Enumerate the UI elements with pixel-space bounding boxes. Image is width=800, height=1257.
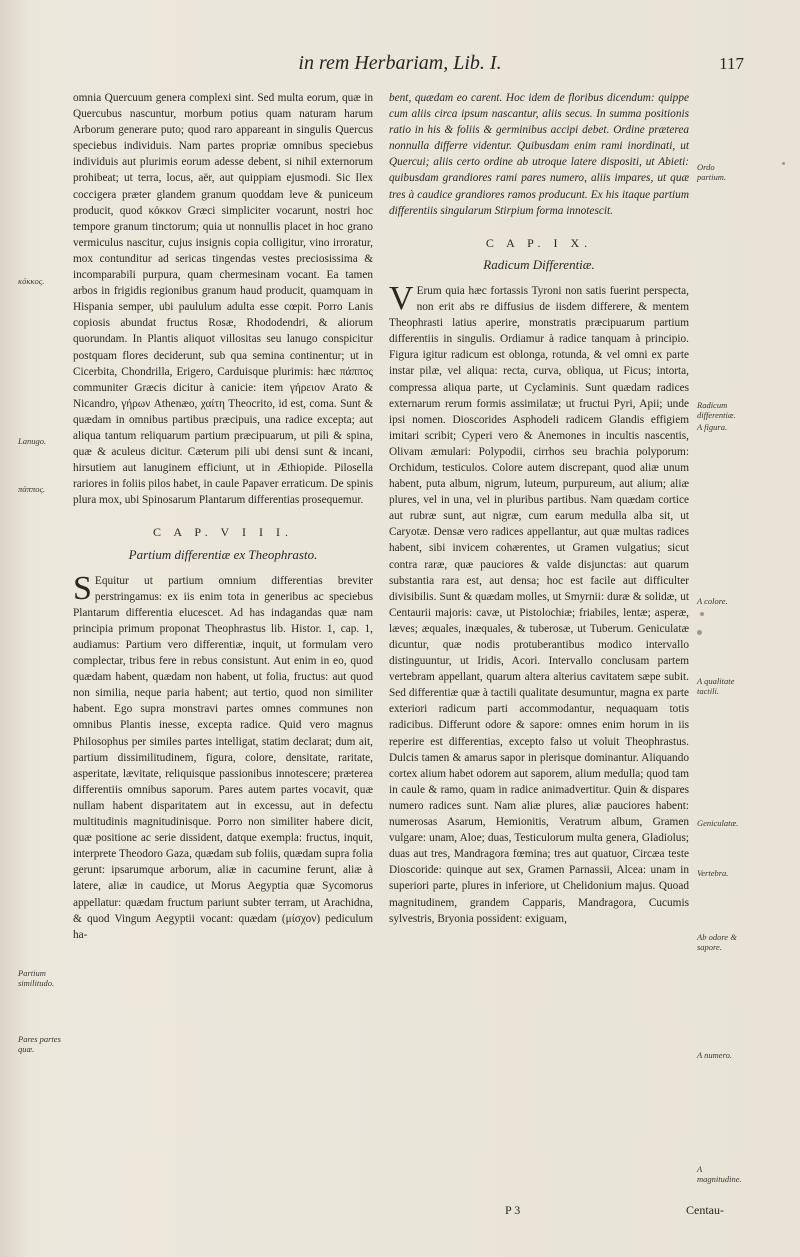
margin-note-partium-similitudo: Partium similitudo. [18, 968, 55, 988]
chapter-9-title: Radicum Differentiæ. [483, 256, 595, 272]
running-header [0, 52, 800, 82]
dropcap-v: V [389, 279, 414, 317]
ink-spot [782, 162, 785, 165]
margin-note-geniculatae: Geniculatæ. [697, 818, 739, 828]
page-number: 117 [719, 54, 744, 73]
margin-note-numero: A numero. [697, 1050, 732, 1060]
catchword: Centau- [686, 1203, 724, 1217]
right-paragraph-1: bent, quædam eo carent. Hoc idem de floribus dicendum: quippe cum aliis circa ipsum nascantur, aliis secus. In summa positionis ratio in his & foliis & germinibus accipi debet. Ordine præterea nonnulla differre videntur. Quibusdam enim rami inordinati, ut Quercui; aliis certo ordine ab utroque latere dispositi, ut Abieti: quibusdam grandiores rami pares numero, aliis impares, ut quæ tres à caudice grandiores ramos producunt. Ex his itaque partium differentiis singularum Stirpium forma innotescit. [389, 92, 689, 217]
margin-note-magnitudine: A magnitudine. [697, 1164, 742, 1184]
margin-note-vertebra: Vertebra. [697, 868, 729, 878]
margin-note-figura: A figura. [697, 422, 728, 432]
running-title: in rem Herbariam, Lib. I. [298, 52, 502, 74]
margin-note-odore: Ab odore & sapore. [697, 932, 737, 952]
ink-spot [700, 612, 704, 616]
left-column [73, 90, 373, 951]
chapter-8-label: C A P. V I I I. [153, 525, 293, 540]
margin-note-colore: A colore. [697, 596, 728, 606]
signature-mark: P 3 [505, 1203, 521, 1217]
chapter-8-title: Partium differentiæ ex Theophrasto. [128, 546, 318, 562]
right-paragraph-2-text: Erum quia hæc fortassis Tyroni non satis fuerint perspecta, non erit abs re diffusius de iisdem differere, & mentem Theophrasti latius aperire, monstratis præcipuarum partium differentiis in singulis. Ordiamur à radice tanquam à principio. Figura igitur radicum est oblonga, rotunda, & vel omni ex parte instar pilæ, vel aliqua: recta, curva, obliqua, ut Ficus; intorta, compressa aliqua parte, ut Cyclaminis. Sunt quædam radices externarum rerum formis assimilatæ; ut fructui Pyri, Apii; unde ipsi nomen. Dioscorides Asphodeli radicem Glandis effigiem imitari scribit; Cyperi vero & Anemones in incultis nascentis, Olivam æmulari: Polypodii, cirrhos seu brachia polyporum: Orchidum, testiculos. Colore autem discrepant, quod aliæ unum habent, puta album, nigrum, luteum, purpureum, aut alium; aliæ plures, vel in una, vel in pluribus partibus. Nam quædam cortice aut rubræ sunt, aut nigræ, cum earum medulla alba sit, ut Caryotæ. Densæ vero radices appellantur, aut quæ multas radices habent, sibi invicem cohærentes, ut Gramen vulgatius; sicut contra raræ, quæ pauciores & valde disjunctas: aut quarum substantia rara est, aut densa; hoc est facile aut difficulter divisibilis. Sunt & quædam molles, ut Smyrnii: duræ & solidæ, ut Centaurii majoris: cavæ, ut Pistolochiæ; friabiles, lentæ; asperæ, læves; æquales, inæquales, & tuberosæ, ut Tuberum. Geniculatæ dicuntur, quæ nodis protuberantibus modico intervallo distinguuntur, ut Iridis, Acori. Intervallo conclusam partem vertebram appellant, quarum altera alterius cavitatem sæpe subit. Sed differentiæ quæ à tactili qualitate desumuntur, magna ex parte exteriori radicum parti accommodantur, nequaquam totis radicibus. Differunt odore & sapore: omnes enim horum in iis reperire est differentias, excepto falso ut voluit Theophrastus. Dulcis tamen & amarus sapor in plerisque dominantur. Aliquando cortex alium habet odorem aut saporem, alium medulla; quod tam in caule & ramo, quam in radice animadvertitur. Quin & dispares numero radices sunt. Nam aliæ plures, aliæ pauciores habent: numerosas Asarum, Hemionitis, Veratrum album, Gramen vulgare: unam, Aloe; duas, Testiculorum multa genera, Gladiolus; duas aut tres, Mandragora fœmina; tres aut quatuor, Circæa teste Dioscoride: quinque aut sex, Gramen Parnassii, Alcea: unam in superiori parte, plures in inferiore, ut Chelidonium majus. Quoad magnitudinem, grandem Capparis, Mandragora, Cucumis sylvestris, Bryonia possident: exiguam, [389, 284, 689, 925]
margin-note-ordo: Ordo partium. [697, 162, 727, 182]
margin-note-pares-partes: Pares partes quæ. [18, 1034, 61, 1054]
ink-spot [697, 630, 702, 635]
right-column [389, 90, 689, 935]
margin-note-pappos: πάππος. [18, 484, 46, 494]
margin-note-kokkos: κόκκος. [18, 276, 45, 286]
chapter-9-label: C A P. I X. [485, 235, 593, 250]
dropcap-s: S [73, 569, 92, 607]
left-paragraph-1: omnia Quercuum genera complexi sint. Sed multa eorum, quæ in Quercubus nascuntur, morbum potius quam naturam harum Arborum generare puto; quod raro appareant in singulis Quercus speciebus individuis. Nam partes propriæ omnibus speciebus individuis aut plurimis eorum adesse debent, si nihil externorum prohibeat; ut terra, locus, aër, aut quippiam ejusmodi. Sic Ilex coccigera præter glandem granum quoddam leve & puniceum producit, quod κόκκον Græci simpliciter vocarunt, nostri hoc tempore granum tinctorum; quia ut nonnullis placet in hoc grano vermiculus nascitur, cujus insignis copia colligitur, vino irroratur, mox contunditur ad sericas tingendas vestes preciosissima & incomparabili purpura, quam chermesinam vocant. Ea tamen arbos in frigidis regionibus granum haud producit, quamquam in Hispania semper, ubi paululum adulta esse cœpit. Porro Lanis copiosis abundat fructus Rosæ, Rhododendri, & aliorum quorundam. In Plantis aliquot villositas seu lanugo conspicitur postquam flores deciderunt, sub qua semina continentur; ut in Cicerbita, Chondrilla, Erigero, Carduisque plurimis: hæc πάππος communiter Græcis dicitur à canicie: item γήρειον Arato & Nicandro, γήρων Athenæo, χαίτη Theocrito, id est, coma. Sunt & quædam in omnibus partibus præcipuis, una radice excepta; aut aliqua tantum reliquarum partium præcipuarum, ut pili & spina, quæ & aculeus dicitur. Cæterum pili ubi densi sunt & incani, hirsutiem aut lanuginem efficiunt, ut in Æthiopide. Pilosella rariores in foliis pilos habet, in caule Papaver erraticum. De spinis plura mox, ubi Spinosarum Plantarum differentias prosequemur. [73, 92, 373, 507]
left-paragraph-2-text: Equitur ut partium omnium differentias breviter perstringamus: ex iis enim tota in generibus ac speciebus Plantarum differentia elucescet. Ad has indagandas quæ nam principia primum proponat Theophrastus lib. Histor. 1, cap. 1, audiamus: Partium vero differentiæ, inquit, ut formulam vero complectar, tribus fere in rebus consistunt. Aut enim in eo, quod quædam habent, quædam non habent, ut folia, fructus: aut quod non similia, neque paria habent; aut tertio, quod non similiter habent. Ego supra monstravi partes omnes communes non omnibus Plantis inesse, excepta radice. Quid vero magnus Philosophus per similes partes intelligat, statim declarat; dum ait, partium dissimilitudinem, figura, colore, densitate, raritate, asperitate, lævitate, reliquisque passionibus innotescere; præterea differentiis omnibus saporum. Pares autem partes vocavit, quæ nullam habent disparitatem aut in excessu, aut in defectu multitudinis magnitudinisque. Porro non similiter habere dicit, quæ positione ac serie dissident, datque exempla: fructus, inquit, interprete Theodoro Gaza, quædam sub foliis, quædam supra folia gerunt: ipsarumque arborum, aliæ in cacumine ferunt, aliæ à latere, aliæ in caudice, ut Morus Aegyptia quæ Sycomorus appellatur: quædam fructum pariunt subter terram, ut Arachidna, & quod Vingum Aegyptii vocant: quædam (μίσχον) pediculum ha- [73, 574, 373, 941]
margin-note-lanugo: Lanugo. [18, 436, 47, 446]
margin-note-tactili: A qualitate tactili. [697, 676, 735, 696]
right-paragraph-2 [389, 279, 689, 927]
left-paragraph-2 [73, 569, 373, 943]
margin-note-radicum: Radicum differentiæ. [697, 400, 736, 420]
